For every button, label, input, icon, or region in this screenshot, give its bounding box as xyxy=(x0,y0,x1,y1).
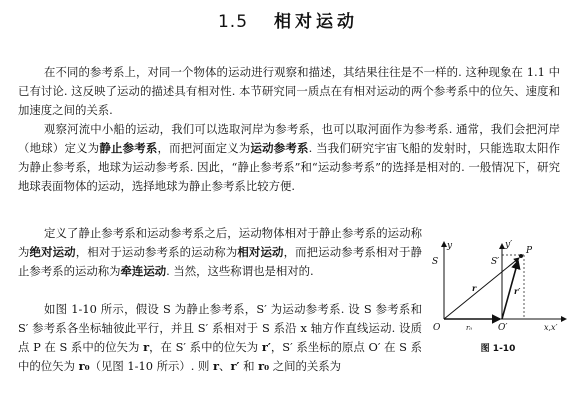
label-r: r xyxy=(472,283,477,293)
label-o-prime: O′ xyxy=(498,323,508,333)
text-run: 在不同的参考系上，对同一个物体的运动进行观察和描述，其结果往往是不一样的. 这种现象在 1.1 中已有讨论. 这反映了运动的描述具有相对性. 本节研究同一质点在有相对运动的两个参考系中的位矢、速度和加速度之间的关系. xyxy=(18,65,560,117)
bold-term: 运动参考系 xyxy=(250,140,309,155)
bold-term: r₀ xyxy=(78,358,90,373)
text-run: 、 xyxy=(219,358,231,373)
label-r-prime: r′ xyxy=(514,286,521,296)
point-p xyxy=(519,254,523,258)
label-s: S xyxy=(432,257,439,267)
label-y: y xyxy=(447,241,453,251)
figure-caption: 图 1-10 xyxy=(480,344,516,354)
vector-r xyxy=(444,258,519,319)
bold-term: 绝对运动 xyxy=(29,244,76,259)
text-run: 观察河流中小船的运动，我们可以选取河岸为参考系，也可以取河面作为参考系. 通常，我们会把河岸（地球）定义为 xyxy=(18,122,560,155)
label-y-prime: y′ xyxy=(505,240,513,250)
section-heading xyxy=(0,11,576,33)
bold-term: r xyxy=(143,339,150,354)
paragraph-intro xyxy=(18,63,560,120)
bold-term: r′ xyxy=(261,339,271,354)
text-run: 定义了静止参考系和运动参考系之后，运动物体相对于静止参考系的运动称为 xyxy=(18,226,422,259)
paragraph-position-vectors xyxy=(18,300,422,376)
text-run: 如图 1-10 所示，假设 S 为静止参考系，S′ 为运动参考系. 设 S 参考系和 S′ 参考系各坐标轴彼此平行，并且 S′ 系相对于 S 系沿 x 轴方作直线运动. 设质点 P 在 S 系中的位矢为 xyxy=(18,302,422,354)
text-run: . 当然，这些称谓也是相对的. xyxy=(166,263,314,278)
text-run: ，而把运动参考系相对于静止参考系的运动称为 xyxy=(18,244,422,278)
label-o: O xyxy=(433,323,441,333)
text-run: . 当我们研究宇宙飞船的发射时，只能选取太阳作为静止参考系，地球为运动参考系. 因此，“静止参考系”和“运动参考系”的选择是相对的. 一般情况下，研究地球表面物体的运动，选择地球为静止参考系比较方便. xyxy=(18,140,560,193)
text-run: 之间的关系为 xyxy=(269,358,342,373)
text-run: （见图 1-10 所示）. 则 xyxy=(89,358,214,373)
bold-term: r′ xyxy=(230,358,240,373)
bold-term: 静止参考系 xyxy=(99,140,158,155)
label-p: P xyxy=(526,246,533,256)
text-run: ，而把河面定义为 xyxy=(157,140,251,155)
label-x-axis: x,x′ xyxy=(544,323,558,332)
bold-term: 相对运动 xyxy=(237,244,284,259)
text-run: ，S′ 系坐标的原点 O′ 在 S 系中的位矢为 xyxy=(18,339,422,373)
paragraph-reference-frames xyxy=(18,120,560,196)
text-run: ，相对于运动参考系的运动称为 xyxy=(75,244,238,259)
text-run: ，在 S′ 系中的位矢为 xyxy=(149,339,262,354)
label-r0: r₀ xyxy=(466,324,473,332)
section-number: 1.5 xyxy=(217,12,249,32)
section-title: 相对运动 xyxy=(274,12,359,32)
text-run: 和 xyxy=(239,358,259,373)
bold-term: 牵连运动 xyxy=(120,263,167,278)
bold-term: r xyxy=(213,358,220,373)
bold-term: r₀ xyxy=(258,358,270,373)
label-s-prime: S′ xyxy=(491,257,500,267)
paragraph-motion-definitions xyxy=(18,224,422,281)
figure-1-10 xyxy=(428,234,568,334)
